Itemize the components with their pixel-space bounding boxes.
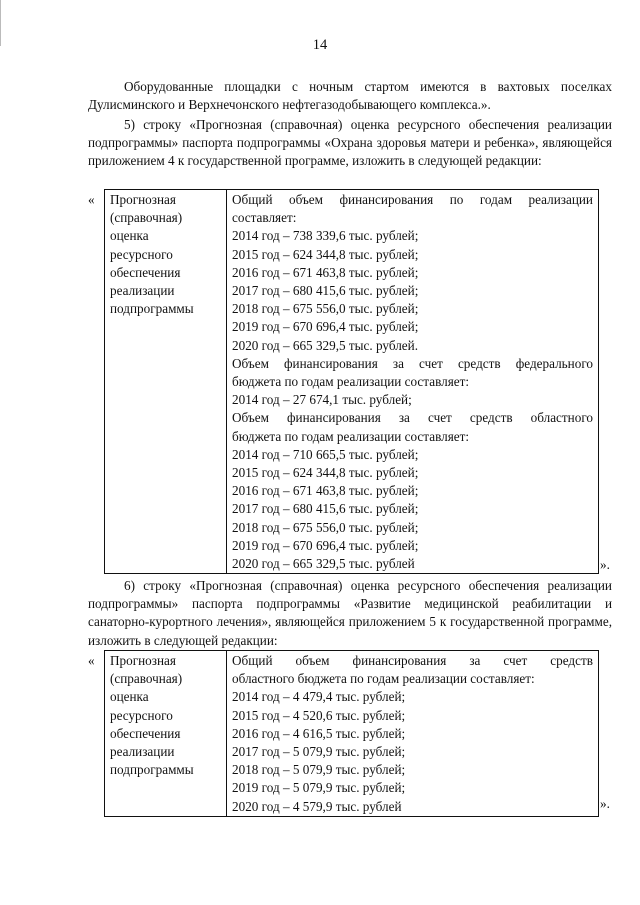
regional-row: 2020 год – 4 579,9 тыс. рублей bbox=[232, 798, 402, 814]
item5-passport-table bbox=[104, 189, 599, 574]
regional-row: 2017 год – 5 079,9 тыс. рублей; bbox=[232, 744, 406, 760]
regional-row: 2014 год – 4 479,4 тыс. рублей; bbox=[232, 689, 406, 705]
label-line: оценка bbox=[110, 228, 149, 244]
regional-heading: Общий объем финансирования за счет средств bbox=[232, 653, 593, 668]
label-line: (справочная) bbox=[110, 671, 183, 687]
item6-label-cell bbox=[105, 651, 227, 817]
item6-paragraph: 6) строку «Прогнозная (справочная) оценка ресурсного обеспечения реализации подпрограммы» паспорта подпрограммы «Развитие медицинской реабилитации и санаторно-курортного лечения», являющейся приложением 5 к государственной программе, изложить в следующей редакции: bbox=[88, 578, 612, 648]
federal-heading: Объем финансирования за счет средств федерального bbox=[232, 355, 593, 371]
item5-label-cell bbox=[105, 190, 227, 574]
label-line: реализации bbox=[110, 744, 175, 760]
label-line: ресурсного bbox=[110, 246, 173, 262]
label-line: подпрограммы bbox=[110, 762, 194, 778]
total-row: 2016 год – 671 463,8 тыс. рублей; bbox=[232, 264, 419, 280]
regional-row: 2015 год – 624 344,8 тыс. рублей; bbox=[232, 465, 419, 481]
total-row: 2015 год – 624 344,8 тыс. рублей; bbox=[232, 246, 419, 262]
item6-passport-table bbox=[104, 650, 599, 817]
table-row bbox=[105, 651, 599, 817]
item5-quote-open: « bbox=[88, 192, 95, 207]
total-row: 2020 год – 665 329,5 тыс. рублей. bbox=[232, 337, 418, 353]
regional-row: 2018 год – 675 556,0 тыс. рублей; bbox=[232, 519, 419, 535]
regional-row: 2018 год – 5 079,9 тыс. рублей; bbox=[232, 762, 406, 778]
item5-quote-close: ». bbox=[600, 557, 610, 572]
item6-content-cell bbox=[227, 651, 599, 817]
regional-heading-cont: бюджета по годам реализации составляет: bbox=[232, 428, 470, 444]
item6-quote-close: ». bbox=[600, 796, 610, 811]
label-line: Прогнозная bbox=[110, 192, 176, 207]
regional-heading: Объем финансирования за счет средств областного bbox=[232, 410, 593, 426]
federal-heading-cont: бюджета по годам реализации составляет: bbox=[232, 374, 470, 390]
label-line: подпрограммы bbox=[110, 301, 194, 317]
federal-row: 2014 год – 27 674,1 тыс. рублей; bbox=[232, 392, 412, 408]
total-row: 2017 год – 680 415,6 тыс. рублей; bbox=[232, 283, 419, 299]
label-line: обеспечения bbox=[110, 725, 181, 741]
intro-line-2: Дулисминского и Верхнечонского нефтегазодобывающего комплекса.». bbox=[88, 97, 491, 113]
total-row: 2019 год – 670 696,4 тыс. рублей; bbox=[232, 319, 419, 335]
label-line: обеспечения bbox=[110, 264, 181, 280]
item6-quote-open: « bbox=[88, 653, 95, 668]
total-heading-cont: составляет: bbox=[232, 210, 297, 226]
regional-row: 2019 год – 670 696,4 тыс. рублей; bbox=[232, 537, 419, 553]
label-line: ресурсного bbox=[110, 707, 173, 723]
total-heading: Общий объем финансирования по годам реализации bbox=[232, 192, 593, 207]
regional-row: 2020 год – 665 329,5 тыс. рублей bbox=[232, 556, 415, 572]
label-line: Прогнозная bbox=[110, 653, 176, 668]
total-row: 2018 год – 675 556,0 тыс. рублей; bbox=[232, 301, 419, 317]
page-number: 14 bbox=[312, 37, 328, 53]
total-row: 2014 год – 738 339,6 тыс. рублей; bbox=[232, 228, 419, 244]
regional-row: 2017 год – 680 415,6 тыс. рублей; bbox=[232, 501, 419, 517]
regional-row: 2019 год – 5 079,9 тыс. рублей; bbox=[232, 780, 406, 796]
regional-heading-cont: областного бюджета по годам реализации составляет: bbox=[232, 671, 535, 687]
label-line: (справочная) bbox=[110, 210, 183, 226]
item5-content-cell bbox=[227, 190, 599, 574]
label-line: реализации bbox=[110, 283, 175, 299]
regional-row: 2016 год – 671 463,8 тыс. рублей; bbox=[232, 483, 419, 499]
intro-line-1: Оборудованные площадки с ночным стартом имеются в вахтовых поселках bbox=[124, 79, 612, 94]
regional-row: 2014 год – 710 665,5 тыс. рублей; bbox=[232, 446, 419, 462]
intro-paragraph bbox=[88, 78, 612, 114]
table-row bbox=[105, 190, 599, 574]
label-line: оценка bbox=[110, 689, 149, 705]
regional-row: 2015 год – 4 520,6 тыс. рублей; bbox=[232, 707, 406, 723]
item5-paragraph: 5) строку «Прогнозная (справочная) оценка ресурсного обеспечения реализации подпрограммы» паспорта подпрограммы «Охрана здоровья матери и ребенка», являющейся приложением 4 к государственной программе, изложить в следующей редакции: bbox=[88, 117, 612, 169]
regional-row: 2016 год – 4 616,5 тыс. рублей; bbox=[232, 725, 406, 741]
